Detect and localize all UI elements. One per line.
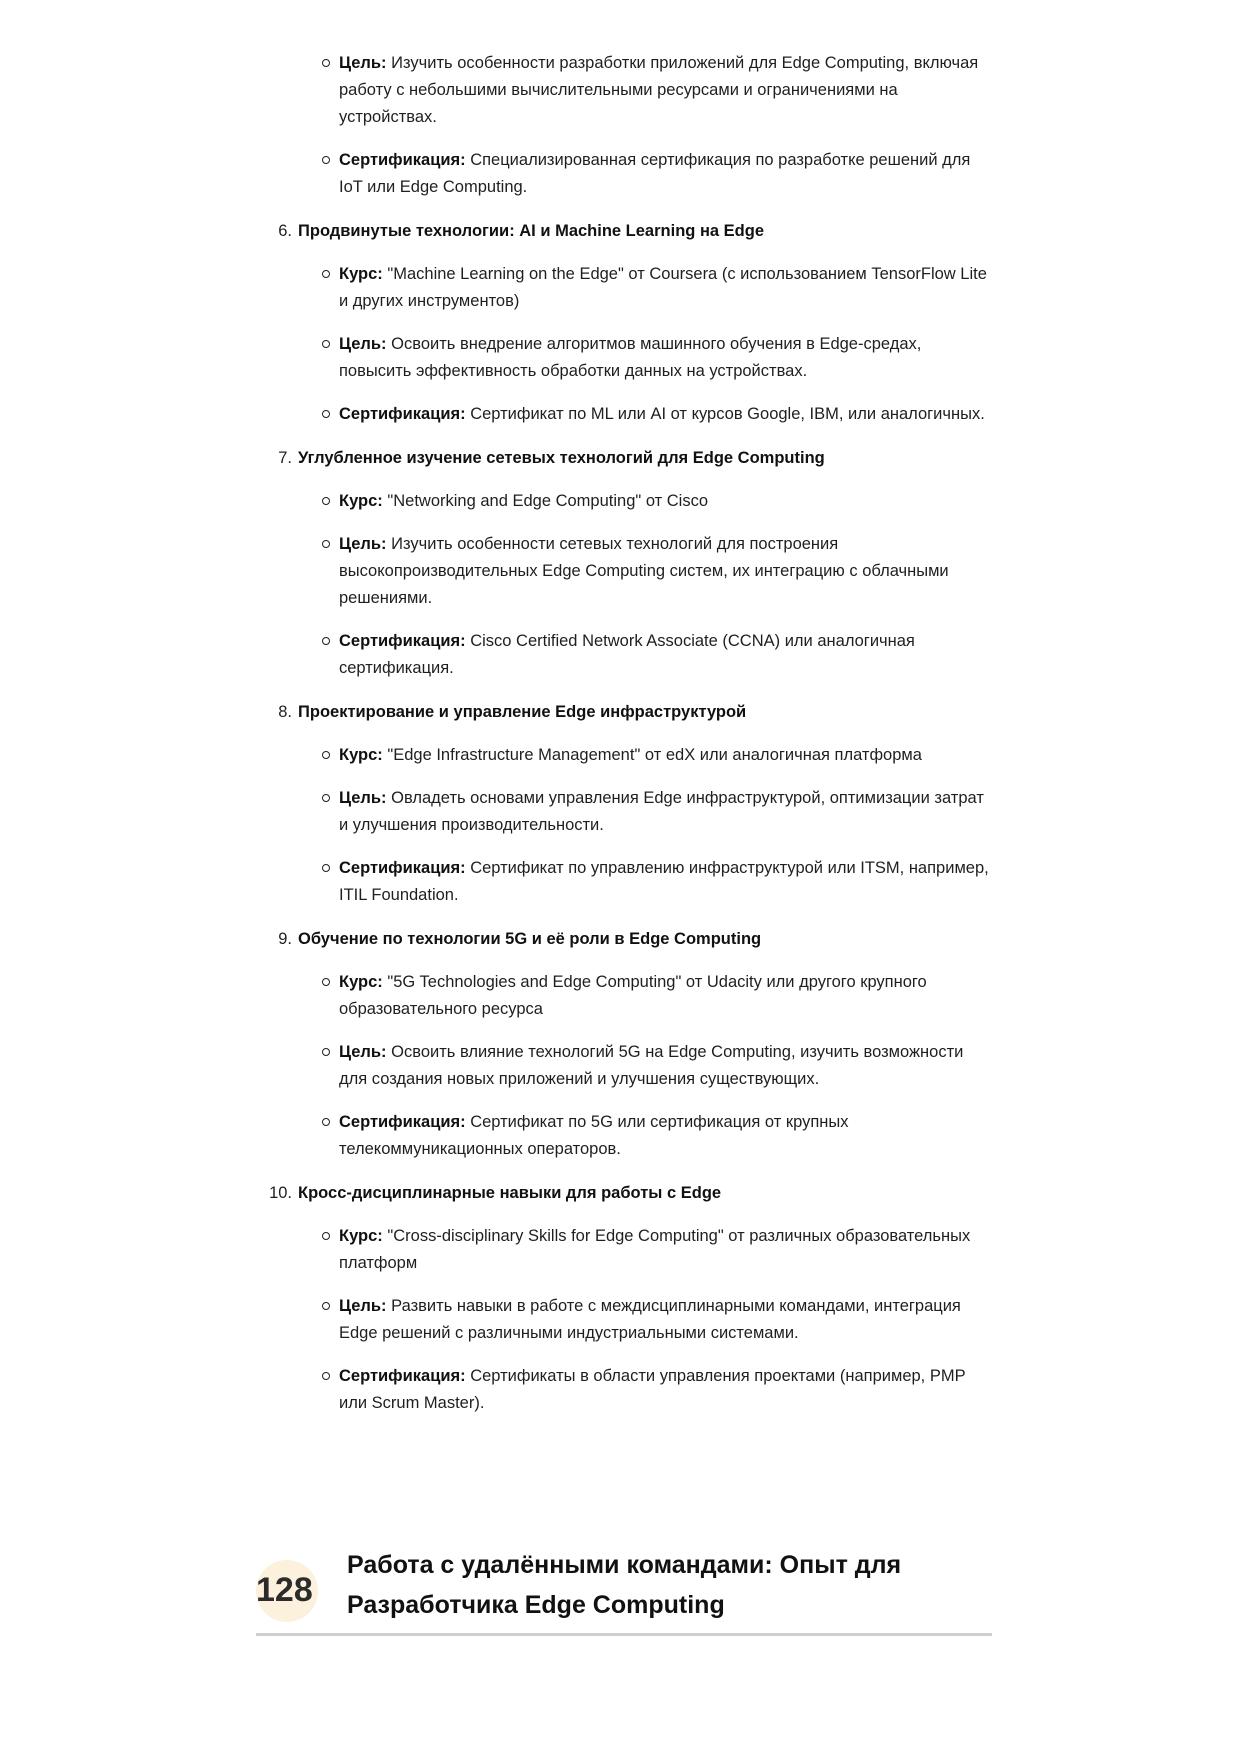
- item-label: Сертификация:: [339, 1113, 466, 1131]
- section-10: [256, 1180, 996, 1417]
- item-label: Цель:: [339, 1043, 387, 1061]
- chapter-title-line: Разработчика Edge Computing: [347, 1591, 725, 1619]
- section-7: [256, 445, 996, 682]
- item-label: Курс:: [339, 492, 383, 510]
- item-text: Сертификат по ML или AI от курсов Google, IBM, или аналогичных.: [470, 405, 985, 423]
- list-item: [339, 147, 996, 201]
- item-text: "5G Technologies and Edge Computing" от Udacity или другого крупного образовательного ресурса: [339, 973, 927, 1018]
- section-title: Кросс-дисциплинарные навыки для работы с Edge: [298, 1184, 722, 1202]
- section-title: Продвинутые технологии: AI и Machine Learning на Edge: [298, 222, 765, 240]
- section-number: 9.: [278, 930, 292, 948]
- list-item: [339, 331, 996, 385]
- list-item: [339, 1109, 996, 1163]
- list-item: [339, 855, 996, 909]
- section-title: Обучение по технологии 5G и её роли в Edge Computing: [298, 930, 762, 948]
- section-number: 6.: [278, 222, 292, 240]
- section-9: [256, 926, 996, 1163]
- item-text: Освоить внедрение алгоритмов машинного обучения в Edge-средах, повысить эффективность обработки данных на устройствах.: [339, 335, 922, 380]
- page-content: [256, 50, 996, 1434]
- list-item: [339, 50, 996, 131]
- item-text: Овладеть основами управления Edge инфраструктурой, оптимизации затрат и улучшения производительности.: [339, 789, 984, 834]
- item-text: Освоить влияние технологий 5G на Edge Computing, изучить возможности для создания новых приложений и улучшения существующих.: [339, 1043, 964, 1088]
- section-heading: [256, 926, 996, 953]
- chapter-header: [256, 1545, 992, 1636]
- section-title: Углубленное изучение сетевых технологий для Edge Computing: [298, 449, 825, 467]
- chapter-number: 128: [256, 1571, 313, 1609]
- item-text: "Networking and Edge Computing" от Cisco: [387, 492, 709, 510]
- item-label: Цель:: [339, 789, 387, 807]
- chapter-title-line: Работа с удалёнными командами: Опыт для: [347, 1551, 902, 1579]
- list-item: [339, 488, 996, 515]
- list-item: [339, 1039, 996, 1093]
- item-label: Цель:: [339, 54, 387, 72]
- item-label: Сертификация:: [339, 1367, 466, 1385]
- item-text: Изучить особенности разработки приложений для Edge Computing, включая работу с небольшими вычислительными ресурсами и ограничениями на устройствах.: [339, 54, 979, 126]
- section-number: 10.: [269, 1184, 292, 1202]
- section-bullet-list: [256, 1223, 996, 1417]
- section-number: 7.: [278, 449, 292, 467]
- list-item: [339, 628, 996, 682]
- item-text: Сертификат по управлению инфраструктурой или ITSM, например, ITIL Foundation.: [339, 859, 989, 904]
- list-item: [339, 785, 996, 839]
- item-label: Цель:: [339, 535, 387, 553]
- item-label: Курс:: [339, 746, 383, 764]
- section-heading: [256, 445, 996, 472]
- item-label: Курс:: [339, 973, 383, 991]
- section-bullet-list: [256, 488, 996, 682]
- item-text: Развить навыки в работе с междисциплинарными командами, интеграция Edge решений с различными индустриальными системами.: [339, 1297, 961, 1342]
- item-label: Курс:: [339, 1227, 383, 1245]
- item-text: Сертификат по 5G или сертификация от крупных телекоммуникационных операторов.: [339, 1113, 849, 1158]
- list-item: [339, 969, 996, 1023]
- item-text: "Machine Learning on the Edge" от Coursera (с использованием TensorFlow Lite и других инструментов): [339, 265, 987, 310]
- section-bullet-list: [256, 261, 996, 428]
- chapter-title: [347, 1545, 947, 1625]
- list-item: [339, 1363, 996, 1417]
- list-item: [339, 261, 996, 315]
- item-label: Сертификация:: [339, 405, 466, 423]
- section-6: [256, 218, 996, 428]
- section-heading: [256, 1180, 996, 1207]
- section-8: [256, 699, 996, 909]
- list-item: [339, 401, 996, 428]
- section-bullet-list: [256, 742, 996, 909]
- top-bullet-list: [256, 50, 996, 201]
- item-text: Изучить особенности сетевых технологий для построения высокопроизводительных Edge Computing систем, их интеграцию с облачными решениями.: [339, 535, 949, 607]
- item-label: Цель:: [339, 1297, 387, 1315]
- list-item: [339, 1223, 996, 1277]
- item-label: Сертификация:: [339, 151, 466, 169]
- item-text: "Cross-disciplinary Skills for Edge Computing" от различных образовательных платформ: [339, 1227, 971, 1272]
- list-item: [339, 531, 996, 612]
- item-label: Цель:: [339, 335, 387, 353]
- item-text: Cisco Certified Network Associate (CCNA) или аналогичная сертификация.: [339, 632, 915, 677]
- item-label: Сертификация:: [339, 632, 466, 650]
- item-label: Курс:: [339, 265, 383, 283]
- list-item: [339, 1293, 996, 1347]
- item-text: Сертификаты в области управления проектами (например, PMP или Scrum Master).: [339, 1367, 966, 1412]
- section-title: Проектирование и управление Edge инфраструктурой: [298, 703, 747, 721]
- item-text: "Edge Infrastructure Management" от edX или аналогичная платформа: [387, 746, 922, 764]
- section-heading: [256, 699, 996, 726]
- section-heading: [256, 218, 996, 245]
- item-label: Сертификация:: [339, 859, 466, 877]
- section-bullet-list: [256, 969, 996, 1163]
- item-text: Специализированная сертификация по разработке решений для IoT или Edge Computing.: [339, 151, 971, 196]
- list-item: [339, 742, 996, 769]
- section-number: 8.: [278, 703, 292, 721]
